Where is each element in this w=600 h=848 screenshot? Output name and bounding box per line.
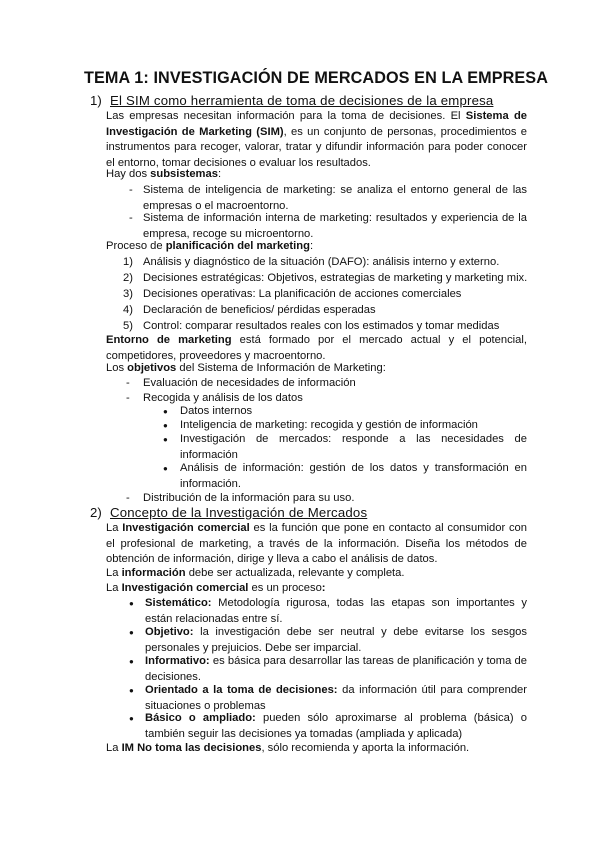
list-item: Decisiones estratégicas: Objetivos, estrategias de marketing y marketing mix. [143, 272, 528, 284]
list-item: Control: comparar resultados reales con los estimados y tomar medidas [143, 320, 500, 332]
dash-marker: - [129, 212, 133, 224]
objectives-intro: Los objetivos del Sistema de Información de Marketing: [106, 362, 386, 374]
bullet-marker: ● [129, 714, 134, 723]
list-item: Evaluación de necesidades de información [143, 377, 356, 389]
sim-definition-paragraph: Las empresas necesitan información para la toma de decisiones. El Sistema de Investigación de Marketing (SIM), es un conjunto de personas, procedimientos e instrumentos para recoger, valorar, tratar y difundir información para poder conocer el entorno, tomar decisiones o evaluar los resultados. [106, 110, 528, 169]
step-number: 4) [123, 304, 133, 316]
step-number: 5) [123, 320, 133, 332]
list-item: Informativo: es básica para desarrollar las tareas de planificación y toma de decisiones. [145, 655, 527, 683]
list-item: Básico o ampliado: pueden sólo aproximarse al problema (básica) o también seguir las decisiones ya tomadas (ampliada y aplicada) [145, 712, 527, 740]
list-item: Análisis de información: gestión de los datos y transformación en información. [180, 462, 527, 490]
step-number: 3) [123, 288, 133, 300]
step-number: 2) [123, 272, 133, 284]
bullet-marker: ● [129, 657, 134, 666]
planning-intro: Proceso de planificación del marketing: [106, 240, 314, 252]
bullet-marker: ● [129, 599, 134, 608]
bullet-marker: ● [129, 628, 134, 637]
list-item: Distribución de la información para su uso. [143, 492, 355, 504]
list-item: Inteligencia de marketing: recogida y gestión de información [180, 419, 478, 431]
bullet-marker: ● [163, 435, 168, 444]
bullet-marker: ● [129, 686, 134, 695]
list-item: Decisiones operativas: La planificación de acciones comerciales [143, 288, 462, 300]
closing-sentence: La IM No toma las decisiones, sólo recomienda y aporta la información. [106, 742, 470, 754]
subsystems-intro: Hay dos subsistemas: [106, 168, 222, 180]
list-item: Objetivo: la investigación debe ser neutral y debe evitarse los sesgos personales y prejuicios. Debe ser imparcial. [145, 626, 527, 654]
bullet-marker: ● [163, 407, 168, 416]
list-item: Recogida y análisis de los datos [143, 392, 303, 404]
section-2-heading: 2) Concepto de la Investigación de Mercados [90, 505, 368, 520]
list-item: Sistemático: Metodología rigurosa, todas las etapas son importantes y están relacionadas entre sí. [145, 597, 527, 625]
list-item: Datos internos [180, 405, 253, 417]
page-title: TEMA 1: INVESTIGACIÓN DE MERCADOS EN LA EMPRESA [84, 69, 548, 87]
list-item: Orientado a la toma de decisiones: da información útil para comprender situaciones o problemas [145, 684, 527, 712]
process-intro: La Investigación comercial es un proceso: [106, 582, 326, 594]
information-sentence: La información debe ser actualizada, relevante y completa. [106, 567, 405, 579]
list-item: Declaración de beneficios/ pérdidas esperadas [143, 304, 376, 316]
list-item: Sistema de inteligencia de marketing: se analiza el entorno general de las empresas o el macroentorno. [143, 184, 527, 212]
step-number: 1) [123, 256, 133, 268]
list-item: Investigación de mercados: responde a las necesidades de información [180, 433, 527, 461]
dash-marker: - [129, 184, 133, 196]
dash-marker: - [126, 377, 130, 389]
research-definition-paragraph: La Investigación comercial es la función que pone en contacto al consumidor con el profesional de marketing, a través de la información. Diseña los métodos de obtención de información, dirige y lleva a cabo el análisis de datos. [106, 522, 527, 566]
bullet-marker: ● [163, 421, 168, 430]
section-1-heading: 1) El SIM como herramienta de toma de decisiones de la empresa [90, 93, 494, 108]
dash-marker: - [126, 392, 130, 404]
dash-marker: - [126, 492, 130, 504]
environment-paragraph: Entorno de marketing está formado por el mercado actual y el potencial, competidores, proveedores y macroentorno. [106, 334, 527, 362]
list-item: Análisis y diagnóstico de la situación (DAFO): análisis interno y externo. [143, 256, 500, 268]
bullet-marker: ● [163, 464, 168, 473]
list-item: Sistema de información interna de marketing: resultados y experiencia de la empresa, recoge su microentorno. [143, 212, 527, 240]
